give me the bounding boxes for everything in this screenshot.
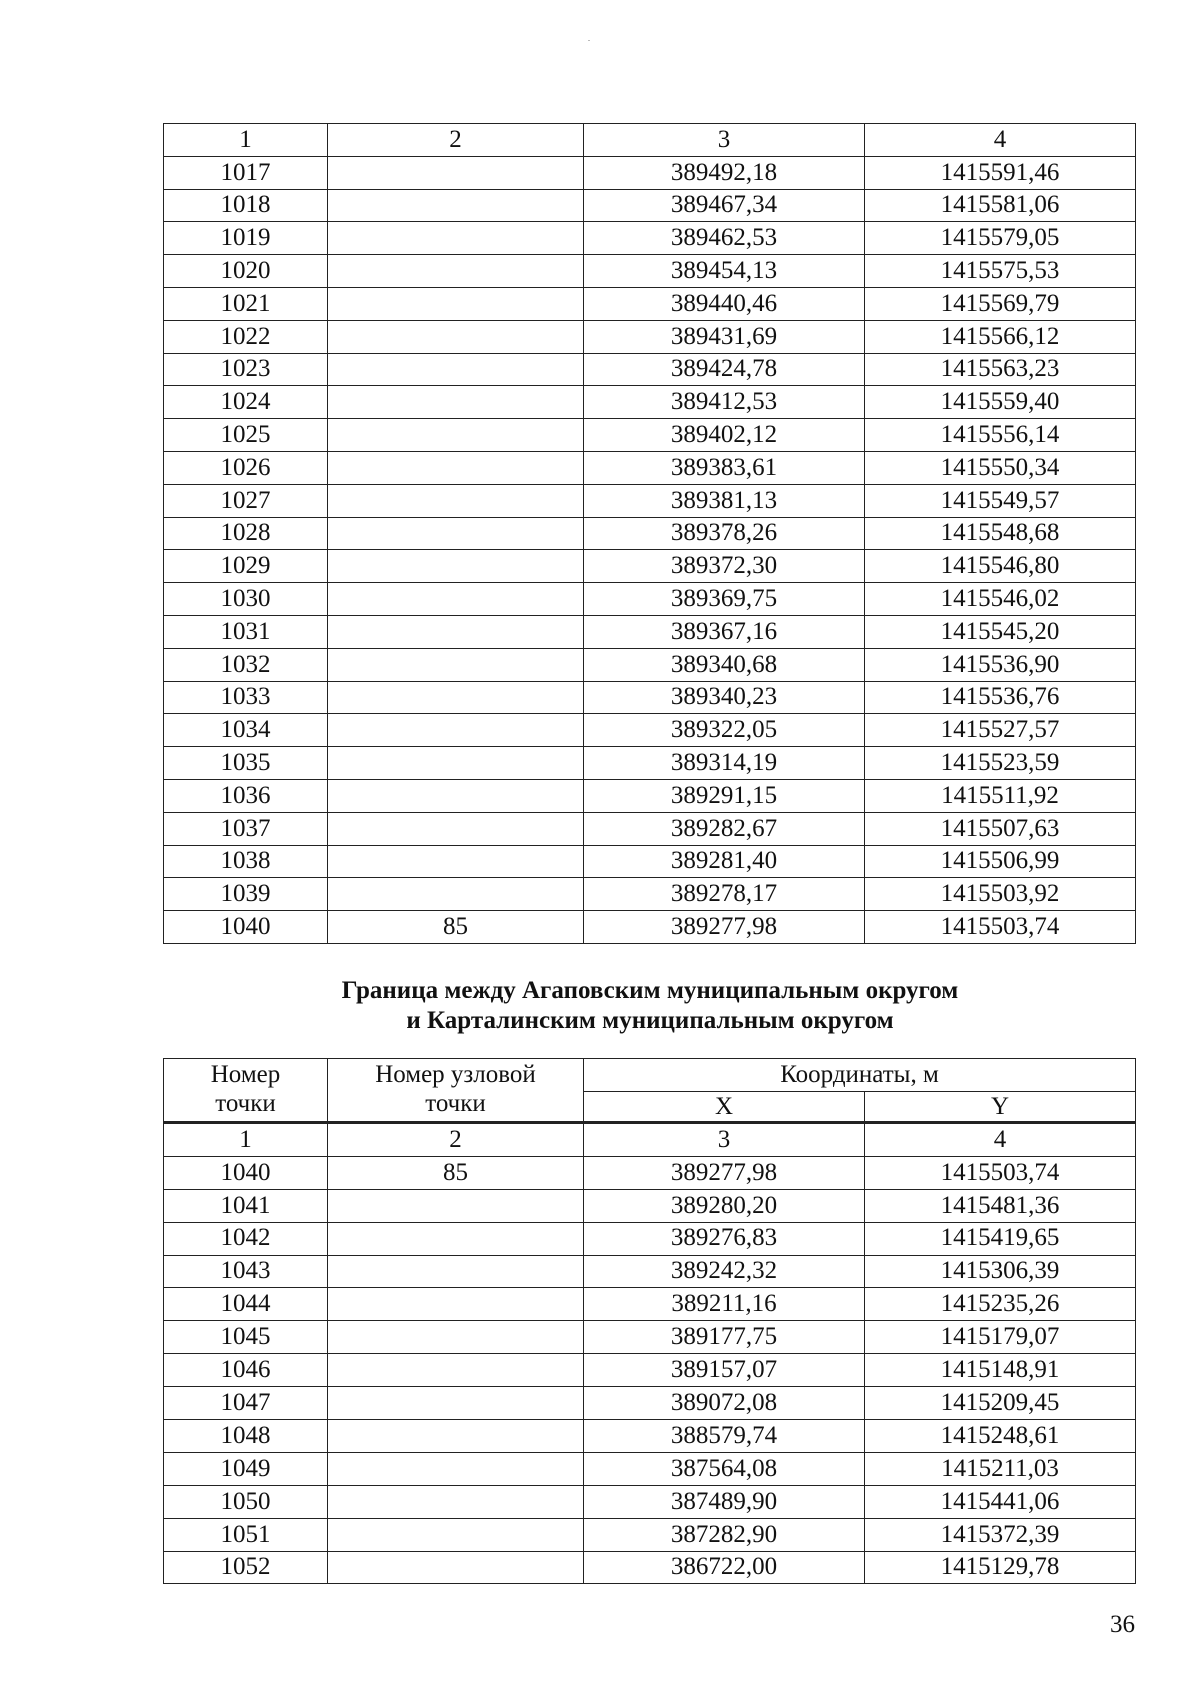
node-number-cell (328, 353, 584, 386)
node-number-cell (328, 222, 584, 255)
node-number-header (328, 1059, 584, 1123)
table-row (164, 1518, 1136, 1551)
point-number-cell: 1045 (164, 1321, 328, 1354)
y-coordinate-cell: 1415575,53 (865, 255, 1136, 288)
node-number-cell (328, 1255, 584, 1288)
x-coordinate-cell: 389157,07 (584, 1354, 865, 1387)
x-coordinate-cell: 389277,98 (584, 1156, 865, 1189)
x-coordinate-cell: 389277,98 (584, 911, 865, 944)
y-coordinate-cell: 1415563,23 (865, 353, 1136, 386)
y-coordinate-cell: 1415481,36 (865, 1189, 1136, 1222)
node-number-cell (328, 484, 584, 517)
point-number-cell: 1024 (164, 386, 328, 419)
y-coordinate-cell: 1415248,61 (865, 1420, 1136, 1453)
x-coordinate-cell: 389278,17 (584, 878, 865, 911)
y-coordinate-cell: 1415148,91 (865, 1354, 1136, 1387)
node-number-cell (328, 517, 584, 550)
point-number-cell: 1046 (164, 1354, 328, 1387)
point-number-cell: 1047 (164, 1387, 328, 1420)
x-coordinate-cell: 389431,69 (584, 320, 865, 353)
column-number: 2 (328, 124, 584, 157)
y-header: Y (865, 1091, 1136, 1123)
x-coordinate-cell: 389440,46 (584, 287, 865, 320)
x-coordinate-cell: 389383,61 (584, 451, 865, 484)
table-row (164, 911, 1136, 944)
x-header: X (584, 1091, 865, 1123)
y-coordinate-cell: 1415548,68 (865, 517, 1136, 550)
node-number-cell (328, 1518, 584, 1551)
y-coordinate-cell: 1415211,03 (865, 1452, 1136, 1485)
table-row (164, 1321, 1136, 1354)
point-number-cell: 1048 (164, 1420, 328, 1453)
x-coordinate-cell: 389462,53 (584, 222, 865, 255)
node-number-cell (328, 714, 584, 747)
node-number-cell (328, 287, 584, 320)
node-number-cell (328, 1485, 584, 1518)
node-number-cell (328, 583, 584, 616)
y-coordinate-cell: 1415556,14 (865, 419, 1136, 452)
y-coordinate-cell: 1415235,26 (865, 1288, 1136, 1321)
table-row (164, 517, 1136, 550)
y-coordinate-cell: 1415503,92 (865, 878, 1136, 911)
y-coordinate-cell: 1415545,20 (865, 615, 1136, 648)
table-row (164, 1189, 1136, 1222)
node-number-cell (328, 156, 584, 189)
node-number-cell: 85 (328, 1156, 584, 1189)
node-number-cell (328, 189, 584, 222)
x-coordinate-cell: 389314,19 (584, 747, 865, 780)
column-number-row (164, 1123, 1136, 1157)
node-number-cell (328, 1189, 584, 1222)
node-number-cell (328, 320, 584, 353)
table-row (164, 1420, 1136, 1453)
y-coordinate-cell: 1415503,74 (865, 911, 1136, 944)
point-number-cell: 1036 (164, 779, 328, 812)
y-coordinate-cell: 1415566,12 (865, 320, 1136, 353)
point-number-header (164, 1059, 328, 1123)
header-row (164, 1059, 1136, 1092)
node-number-cell (328, 779, 584, 812)
boundary-coordinates-table (163, 1058, 1136, 1584)
node-number-cell (328, 550, 584, 583)
node-number-cell (328, 747, 584, 780)
table-row (164, 1354, 1136, 1387)
node-number-cell (328, 681, 584, 714)
node-number-cell (328, 1288, 584, 1321)
point-number-cell: 1040 (164, 911, 328, 944)
x-coordinate-cell: 389402,12 (584, 419, 865, 452)
point-number-cell: 1019 (164, 222, 328, 255)
point-number-cell: 1017 (164, 156, 328, 189)
node-number-cell (328, 1222, 584, 1255)
x-coordinate-cell: 388579,74 (584, 1420, 865, 1453)
table-row (164, 255, 1136, 288)
node-number-cell (328, 1452, 584, 1485)
node-number-cell (328, 615, 584, 648)
y-coordinate-cell: 1415441,06 (865, 1485, 1136, 1518)
table1-body (164, 124, 1136, 944)
table-row (164, 1288, 1136, 1321)
y-coordinate-cell: 1415511,92 (865, 779, 1136, 812)
point-number-cell: 1020 (164, 255, 328, 288)
table-row (164, 1156, 1136, 1189)
table-row (164, 419, 1136, 452)
point-number-cell: 1037 (164, 812, 328, 845)
x-coordinate-cell: 389367,16 (584, 615, 865, 648)
point-number-cell: 1040 (164, 1156, 328, 1189)
x-coordinate-cell: 389322,05 (584, 714, 865, 747)
x-coordinate-cell: 389492,18 (584, 156, 865, 189)
column-number: 1 (164, 1123, 328, 1157)
table-row (164, 189, 1136, 222)
table2-body (164, 1123, 1136, 1584)
column-number: 3 (584, 124, 865, 157)
y-coordinate-cell: 1415129,78 (865, 1551, 1136, 1584)
point-number-cell: 1039 (164, 878, 328, 911)
column-number: 4 (865, 124, 1136, 157)
x-coordinate-cell: 389378,26 (584, 517, 865, 550)
node-number-cell (328, 812, 584, 845)
table-row (164, 681, 1136, 714)
table-row (164, 451, 1136, 484)
point-number-cell: 1021 (164, 287, 328, 320)
coordinates-table-continued (163, 123, 1136, 944)
node-number-cell (328, 1387, 584, 1420)
node-number-cell (328, 451, 584, 484)
point-number-cell: 1023 (164, 353, 328, 386)
point-number-cell: 1049 (164, 1452, 328, 1485)
table-row (164, 1222, 1136, 1255)
x-coordinate-cell: 387564,08 (584, 1452, 865, 1485)
table-row (164, 320, 1136, 353)
point-number-cell: 1032 (164, 648, 328, 681)
table-row (164, 156, 1136, 189)
point-number-cell: 1038 (164, 845, 328, 878)
point-number-cell: 1022 (164, 320, 328, 353)
section-title-line: и Карталинским муниципальным округом (406, 1007, 894, 1034)
point-number-cell: 1031 (164, 615, 328, 648)
x-coordinate-cell: 389280,20 (584, 1189, 865, 1222)
node-number-cell (328, 1354, 584, 1387)
y-coordinate-cell: 1415536,90 (865, 648, 1136, 681)
x-coordinate-cell: 389412,53 (584, 386, 865, 419)
y-coordinate-cell: 1415507,63 (865, 812, 1136, 845)
x-coordinate-cell: 389340,68 (584, 648, 865, 681)
table-row (164, 812, 1136, 845)
table-row (164, 222, 1136, 255)
x-coordinate-cell: 389381,13 (584, 484, 865, 517)
x-coordinate-cell: 387489,90 (584, 1485, 865, 1518)
page-number: 36 (1110, 1611, 1135, 1638)
y-coordinate-cell: 1415581,06 (865, 189, 1136, 222)
node-number-cell (328, 1321, 584, 1354)
point-number-cell: 1033 (164, 681, 328, 714)
node-number-cell (328, 1420, 584, 1453)
point-number-cell: 1030 (164, 583, 328, 616)
table-row (164, 1255, 1136, 1288)
y-coordinate-cell: 1415523,59 (865, 747, 1136, 780)
y-coordinate-cell: 1415579,05 (865, 222, 1136, 255)
table-row (164, 484, 1136, 517)
x-coordinate-cell: 389369,75 (584, 583, 865, 616)
table-row (164, 550, 1136, 583)
x-coordinate-cell: 389242,32 (584, 1255, 865, 1288)
node-number-cell (328, 386, 584, 419)
node-number-cell (328, 419, 584, 452)
column-number-row (164, 124, 1136, 157)
table-row (164, 747, 1136, 780)
table-row (164, 615, 1136, 648)
x-coordinate-cell: 389340,23 (584, 681, 865, 714)
y-coordinate-cell: 1415419,65 (865, 1222, 1136, 1255)
x-coordinate-cell: 389282,67 (584, 812, 865, 845)
node-number-cell: 85 (328, 911, 584, 944)
point-number-cell: 1041 (164, 1189, 328, 1222)
x-coordinate-cell: 389177,75 (584, 1321, 865, 1354)
column-number: 1 (164, 124, 328, 157)
node-number-cell (328, 255, 584, 288)
x-coordinate-cell: 389291,15 (584, 779, 865, 812)
table-row (164, 287, 1136, 320)
y-coordinate-cell: 1415506,99 (865, 845, 1136, 878)
y-coordinate-cell: 1415527,57 (865, 714, 1136, 747)
x-coordinate-cell: 386722,00 (584, 1551, 865, 1584)
point-number-cell: 1044 (164, 1288, 328, 1321)
point-number-cell: 1034 (164, 714, 328, 747)
point-number-cell: 1018 (164, 189, 328, 222)
column-number: 3 (584, 1123, 865, 1157)
column-number: 2 (328, 1123, 584, 1157)
x-coordinate-cell: 389211,16 (584, 1288, 865, 1321)
y-coordinate-cell: 1415503,74 (865, 1156, 1136, 1189)
table-row (164, 845, 1136, 878)
point-number-cell: 1028 (164, 517, 328, 550)
table-row (164, 714, 1136, 747)
point-number-cell: 1042 (164, 1222, 328, 1255)
scan-speck (588, 40, 590, 41)
header-text: Номер узловой точки (375, 1061, 536, 1117)
table-row (164, 386, 1136, 419)
y-coordinate-cell: 1415209,45 (865, 1387, 1136, 1420)
point-number-cell: 1029 (164, 550, 328, 583)
y-coordinate-cell: 1415306,39 (865, 1255, 1136, 1288)
table-row (164, 1387, 1136, 1420)
y-coordinate-cell: 1415372,39 (865, 1518, 1136, 1551)
header-text: Номер точки (210, 1061, 281, 1117)
y-coordinate-cell: 1415546,02 (865, 583, 1136, 616)
y-coordinate-cell: 1415179,07 (865, 1321, 1136, 1354)
x-coordinate-cell: 389281,40 (584, 845, 865, 878)
point-number-cell: 1027 (164, 484, 328, 517)
table2-header (164, 1059, 1136, 1123)
y-coordinate-cell: 1415536,76 (865, 681, 1136, 714)
point-number-cell: 1025 (164, 419, 328, 452)
y-coordinate-cell: 1415549,57 (865, 484, 1136, 517)
node-number-cell (328, 648, 584, 681)
point-number-cell: 1026 (164, 451, 328, 484)
table-row (164, 648, 1136, 681)
x-coordinate-cell: 387282,90 (584, 1518, 865, 1551)
x-coordinate-cell: 389276,83 (584, 1222, 865, 1255)
y-coordinate-cell: 1415569,79 (865, 287, 1136, 320)
y-coordinate-cell: 1415550,34 (865, 451, 1136, 484)
table-row (164, 1485, 1136, 1518)
node-number-cell (328, 1551, 584, 1584)
table-row (164, 583, 1136, 616)
point-number-cell: 1050 (164, 1485, 328, 1518)
point-number-cell: 1035 (164, 747, 328, 780)
y-coordinate-cell: 1415546,80 (865, 550, 1136, 583)
x-coordinate-cell: 389372,30 (584, 550, 865, 583)
section-title-line: Граница между Агаповским муниципальным округом (341, 977, 959, 1004)
x-coordinate-cell: 389072,08 (584, 1387, 865, 1420)
point-number-cell: 1052 (164, 1551, 328, 1584)
point-number-cell: 1043 (164, 1255, 328, 1288)
point-number-cell: 1051 (164, 1518, 328, 1551)
coordinates-header: Координаты, м (584, 1059, 1136, 1092)
column-number: 4 (865, 1123, 1136, 1157)
x-coordinate-cell: 389454,13 (584, 255, 865, 288)
x-coordinate-cell: 389467,34 (584, 189, 865, 222)
table-row (164, 878, 1136, 911)
section-title (0, 976, 1200, 1036)
y-coordinate-cell: 1415591,46 (865, 156, 1136, 189)
table-row (164, 1551, 1136, 1584)
table-row (164, 779, 1136, 812)
node-number-cell (328, 878, 584, 911)
table-row (164, 353, 1136, 386)
y-coordinate-cell: 1415559,40 (865, 386, 1136, 419)
table-row (164, 1452, 1136, 1485)
x-coordinate-cell: 389424,78 (584, 353, 865, 386)
node-number-cell (328, 845, 584, 878)
